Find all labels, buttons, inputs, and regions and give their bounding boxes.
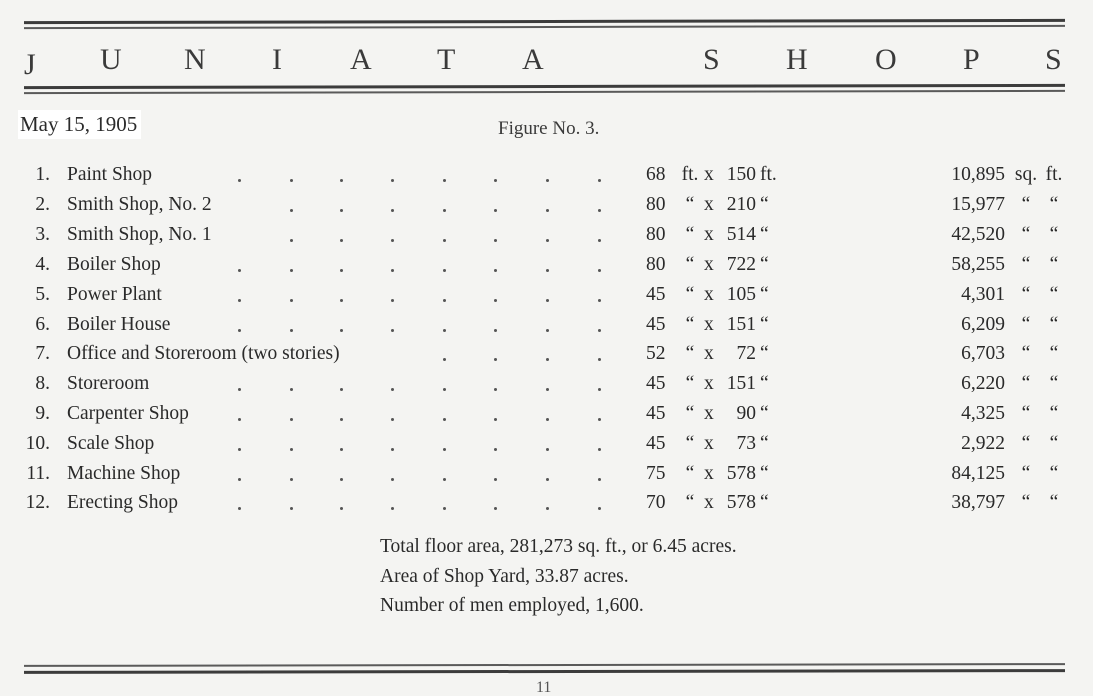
table-row [0,369,1093,399]
shop-length-unit: “ [760,314,769,335]
shop-width-unit: “ [685,373,695,394]
shop-length: 722 [726,254,756,275]
area-unit: “ [1049,492,1059,513]
shop-length: 150 [726,164,756,185]
shop-area: 42,520 [951,224,1005,245]
title-letter: P [963,43,980,76]
area-unit: “ [1021,403,1031,424]
title-letter: T [437,43,456,76]
dot-leader [391,448,394,451]
area-unit: ft. [1045,164,1063,185]
area-unit: “ [1021,373,1031,394]
row-number: 5. [35,284,50,305]
dot-leader [494,358,497,361]
area-unit: “ [1049,403,1059,424]
shop-name: Machine Shop [67,463,181,484]
shop-width: 45 [646,284,666,305]
dot-leader [443,329,446,332]
dot-leader [290,418,293,421]
dot-leader [340,418,343,421]
table-row [0,339,1093,369]
title-letter: O [875,43,897,76]
shop-width: 80 [646,194,666,215]
dot-leader [391,388,394,391]
shop-width: 68 [646,164,666,185]
dot-leader [443,478,446,481]
dot-leader [598,507,601,510]
dot-leader [340,239,343,242]
shop-area: 84,125 [951,463,1005,484]
dot-leader [598,269,601,272]
shop-width: 70 [646,492,666,513]
shop-length: 514 [726,224,756,245]
dot-leader [494,418,497,421]
times-symbol: x [704,403,714,424]
dot-leader [443,209,446,212]
shop-length: 151 [726,314,756,335]
shop-length-unit: “ [760,433,769,454]
shop-width-unit: “ [685,254,695,275]
dot-leader [238,329,241,332]
header-top-rule-1 [24,19,1065,24]
dot-leader [238,418,241,421]
shop-length: 578 [726,463,756,484]
shop-length-unit: “ [760,373,769,394]
dot-leader [546,299,549,302]
title-letter: U [100,43,122,76]
dot-leader [546,388,549,391]
date-label: May 15, 1905 [18,110,141,139]
shop-name: Office and Storeroom (two stories) [67,343,340,364]
times-symbol: x [704,164,714,185]
area-unit: “ [1049,314,1059,335]
dot-leader [546,209,549,212]
shop-name: Erecting Shop [67,492,179,513]
shop-length-unit: “ [760,492,769,513]
dot-leader [546,448,549,451]
area-unit: “ [1049,224,1059,245]
dot-leader [598,299,601,302]
dot-leader [598,239,601,242]
shop-width-unit: “ [685,433,695,454]
dot-leader [443,507,446,510]
dot-leader [290,388,293,391]
dot-leader [598,388,601,391]
table-row [0,280,1093,310]
page-number: 11 [536,679,552,696]
times-symbol: x [704,433,714,454]
row-number: 4. [35,254,50,275]
times-symbol: x [704,254,714,275]
shop-length-unit: “ [760,224,769,245]
dot-leader [443,269,446,272]
dot-leader [546,269,549,272]
dot-leader [391,179,394,182]
shop-width: 52 [646,343,666,364]
area-unit: “ [1049,433,1059,454]
dot-leader [494,209,497,212]
shop-name: Paint Shop [67,164,153,185]
table-row [0,459,1093,489]
dot-leader [238,299,241,302]
shop-area: 4,325 [961,403,1005,424]
times-symbol: x [704,373,714,394]
dot-leader [340,269,343,272]
table-row [0,399,1093,429]
shop-name: Boiler House [67,314,171,335]
shop-width: 45 [646,403,666,424]
times-symbol: x [704,284,714,305]
shop-width-unit: “ [685,314,695,335]
area-unit: “ [1021,284,1031,305]
row-number: 3. [35,224,50,245]
dot-leader [391,269,394,272]
shop-length-unit: “ [760,343,769,364]
shop-width: 45 [646,373,666,394]
shop-length: 105 [726,284,756,305]
shop-name: Power Plant [67,284,162,305]
shop-length: 73 [736,433,756,454]
title-letter: S [1045,43,1062,76]
figure-label: Figure No. 3. [498,118,600,139]
dot-leader [238,269,241,272]
table-row [0,310,1093,340]
shop-area: 6,209 [961,314,1005,335]
shop-area: 6,703 [961,343,1005,364]
shop-width-unit: “ [685,403,695,424]
shop-width-unit: “ [685,343,695,364]
dot-leader [238,388,241,391]
dot-leader [391,507,394,510]
shop-length-unit: “ [760,254,769,275]
shop-name: Smith Shop, No. 2 [67,194,212,215]
dot-leader [340,388,343,391]
dot-leader [494,478,497,481]
dot-leader [598,418,601,421]
title-letter: J [24,48,36,81]
footer-rule-1 [24,663,1065,667]
row-number: 9. [35,403,50,424]
summary-total-floor-area: Total floor area, 281,273 sq. ft., or 6.45 acres. [380,536,737,557]
row-number: 10. [25,433,50,454]
shop-width: 80 [646,254,666,275]
area-unit: “ [1021,224,1031,245]
area-unit: “ [1021,463,1031,484]
times-symbol: x [704,463,714,484]
dot-leader [598,358,601,361]
times-symbol: x [704,314,714,335]
header-bottom-rule-2 [24,90,1065,94]
shop-width-unit: ft. [681,164,699,185]
shop-length-unit: “ [760,403,769,424]
dot-leader [340,329,343,332]
row-number: 12. [25,492,50,513]
dot-leader [546,507,549,510]
shop-width: 45 [646,314,666,335]
shop-width: 75 [646,463,666,484]
shop-width-unit: “ [685,492,695,513]
dot-leader [494,239,497,242]
times-symbol: x [704,343,714,364]
dot-leader [290,507,293,510]
dot-leader [598,179,601,182]
area-unit: “ [1021,314,1031,335]
shop-length-unit: “ [760,194,769,215]
footer-rule-2 [24,669,1065,674]
shop-width: 80 [646,224,666,245]
times-symbol: x [704,492,714,513]
shop-length-unit: “ [760,463,769,484]
dot-leader [546,418,549,421]
table-row [0,250,1093,280]
dot-leader [494,329,497,332]
shop-name: Boiler Shop [67,254,161,275]
times-symbol: x [704,224,714,245]
dot-leader [598,448,601,451]
header-bottom-rule-1 [24,84,1065,89]
dot-leader [290,299,293,302]
table-row [0,429,1093,459]
dot-leader [238,507,241,510]
title-letter: I [272,43,282,76]
dot-leader [443,299,446,302]
area-unit: “ [1021,433,1031,454]
dot-leader [443,418,446,421]
area-unit: sq. [1014,164,1038,185]
shop-width: 45 [646,433,666,454]
dot-leader [598,209,601,212]
shop-length: 578 [726,492,756,513]
dot-leader [238,478,241,481]
dot-leader [494,448,497,451]
dot-leader [290,329,293,332]
dot-leader [443,179,446,182]
dot-leader [340,299,343,302]
shop-area: 10,895 [951,164,1005,185]
dot-leader [598,329,601,332]
shop-name: Scale Shop [67,433,155,454]
shop-width-unit: “ [685,194,695,215]
dot-leader [290,478,293,481]
area-unit: “ [1021,492,1031,513]
shop-area: 4,301 [961,284,1005,305]
area-unit: “ [1049,284,1059,305]
dot-leader [391,329,394,332]
dot-leader [340,209,343,212]
shop-length: 151 [726,373,756,394]
dot-leader [340,179,343,182]
dot-leader [598,478,601,481]
dot-leader [546,179,549,182]
table-row [0,488,1093,518]
title-letter: H [786,43,808,76]
dot-leader [391,299,394,302]
shop-name: Storeroom [67,373,150,394]
table-row [0,160,1093,190]
dot-leader [290,448,293,451]
title-letter: N [184,43,206,76]
dot-leader [546,239,549,242]
shop-area: 38,797 [951,492,1005,513]
dot-leader [494,388,497,391]
dot-leader [494,299,497,302]
shop-area: 6,220 [961,373,1005,394]
summary-men-employed: Number of men employed, 1,600. [380,595,644,616]
dot-leader [546,478,549,481]
times-symbol: x [704,194,714,215]
dot-leader [391,478,394,481]
shop-length: 72 [736,343,756,364]
row-number: 1. [35,164,50,185]
dot-leader [391,209,394,212]
row-number: 11. [26,463,50,484]
shop-name: Smith Shop, No. 1 [67,224,212,245]
dot-leader [546,329,549,332]
title-letter: A [350,43,372,76]
shop-area: 15,977 [951,194,1005,215]
dot-leader [443,239,446,242]
summary-shop-yard-area: Area of Shop Yard, 33.87 acres. [380,566,629,587]
dot-leader [290,269,293,272]
area-unit: “ [1021,254,1031,275]
table-row [0,220,1093,250]
title-letter: A [522,43,544,76]
dot-leader [443,388,446,391]
shop-area: 58,255 [951,254,1005,275]
dot-leader [290,179,293,182]
area-unit: “ [1049,254,1059,275]
dot-leader [494,507,497,510]
shop-length: 210 [726,194,756,215]
header-top-rule-2 [24,25,1065,29]
dot-leader [494,269,497,272]
area-unit: “ [1049,373,1059,394]
row-number: 8. [35,373,50,394]
dot-leader [443,358,446,361]
dot-leader [340,448,343,451]
dot-leader [443,448,446,451]
row-number: 2. [35,194,50,215]
title-letter: S [703,43,720,76]
area-unit: “ [1049,343,1059,364]
shop-name: Carpenter Shop [67,403,189,424]
dot-leader [238,448,241,451]
row-number: 6. [35,314,50,335]
shop-width-unit: “ [685,284,695,305]
shop-width-unit: “ [685,224,695,245]
area-unit: “ [1021,343,1031,364]
shop-width-unit: “ [685,463,695,484]
shop-length-unit: “ [760,284,769,305]
area-unit: “ [1049,463,1059,484]
area-unit: “ [1021,194,1031,215]
dot-leader [494,179,497,182]
row-number: 7. [35,343,50,364]
dot-leader [391,418,394,421]
area-unit: “ [1049,194,1059,215]
dot-leader [340,507,343,510]
dot-leader [340,478,343,481]
shop-area: 2,922 [961,433,1005,454]
dot-leader [290,239,293,242]
dot-leader [546,358,549,361]
table-row [0,190,1093,220]
dot-leader [290,209,293,212]
shop-length-unit: ft. [760,164,777,185]
shop-length: 90 [736,403,756,424]
dot-leader [391,239,394,242]
dot-leader [238,179,241,182]
